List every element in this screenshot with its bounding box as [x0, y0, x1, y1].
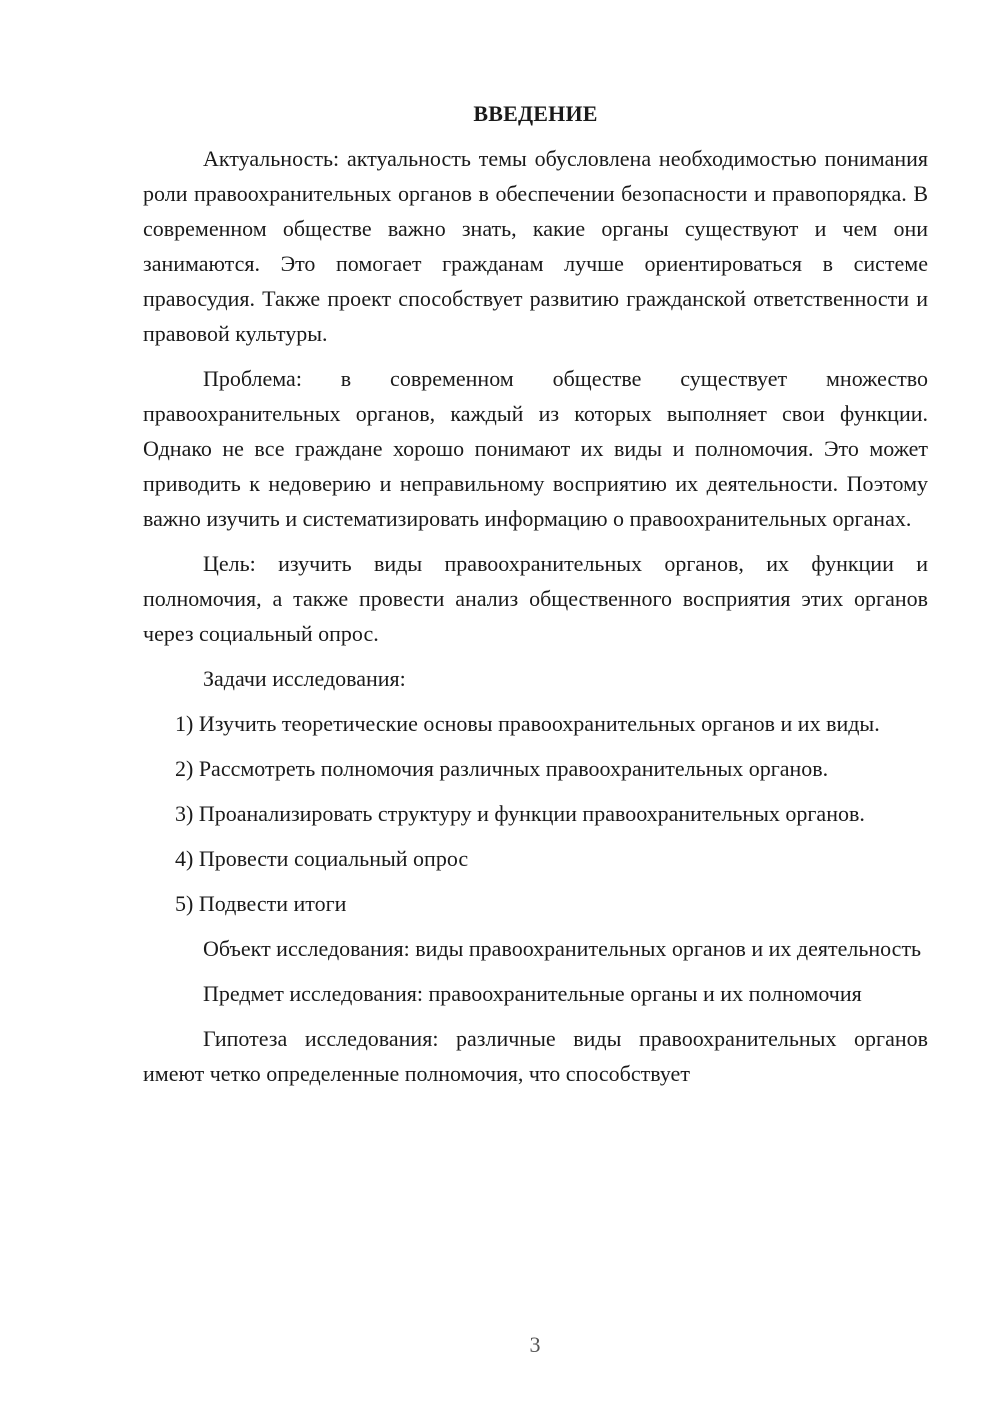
relevance-paragraph: Актуальность: актуальность темы обусловлена необходимостью понимания роли правоохранительных органов в обеспечении безопасности и правопорядка. В современном обществе важно знать, какие органы существуют и чем они занимаются. Это помогает гражданам лучше ориентироваться в системе правосудия. Также проект способствует развитию гражданской ответственности и правовой культуры.	[143, 146, 928, 346]
section-title: ВВЕДЕНИЕ	[473, 101, 598, 126]
tasks-list	[143, 706, 928, 921]
task-item-4: 4) Провести социальный опрос	[175, 846, 469, 871]
object-paragraph: Объект исследования: виды правоохранительных органов и их деятельность	[203, 936, 922, 961]
problem-paragraph: Проблема: в современном обществе существует множество правоохранительных органов, каждый из которых выполняет свои функции. Однако не все граждане хорошо понимают их виды и полномочия. Это может приводить к недоверию и неправильному восприятию их деятельности. Поэтому важно изучить и систематизировать информацию о правоохранительных органах.	[143, 366, 928, 531]
task-item-1: 1) Изучить теоретические основы правоохранительных органов и их виды.	[175, 711, 880, 736]
hypothesis-paragraph: Гипотеза исследования: различные виды правоохранительных органов имеют четко определенные полномочия, что способствует	[143, 1026, 928, 1086]
subject-paragraph: Предмет исследования: правоохранительные органы и их полномочия	[203, 981, 862, 1006]
tasks-heading: Задачи исследования:	[203, 666, 406, 691]
page-content	[143, 96, 928, 1101]
goal-paragraph: Цель: изучить виды правоохранительных органов, их функции и полномочия, а также провести анализ общественного восприятия этих органов через социальный опрос.	[143, 551, 928, 646]
page-number: 3	[529, 1332, 541, 1357]
task-item-2: 2) Рассмотреть полномочия различных правоохранительных органов.	[175, 756, 829, 781]
task-item-5: 5) Подвести итоги	[175, 891, 347, 916]
task-item-3: 3) Проанализировать структуру и функции правоохранительных органов.	[175, 801, 865, 826]
